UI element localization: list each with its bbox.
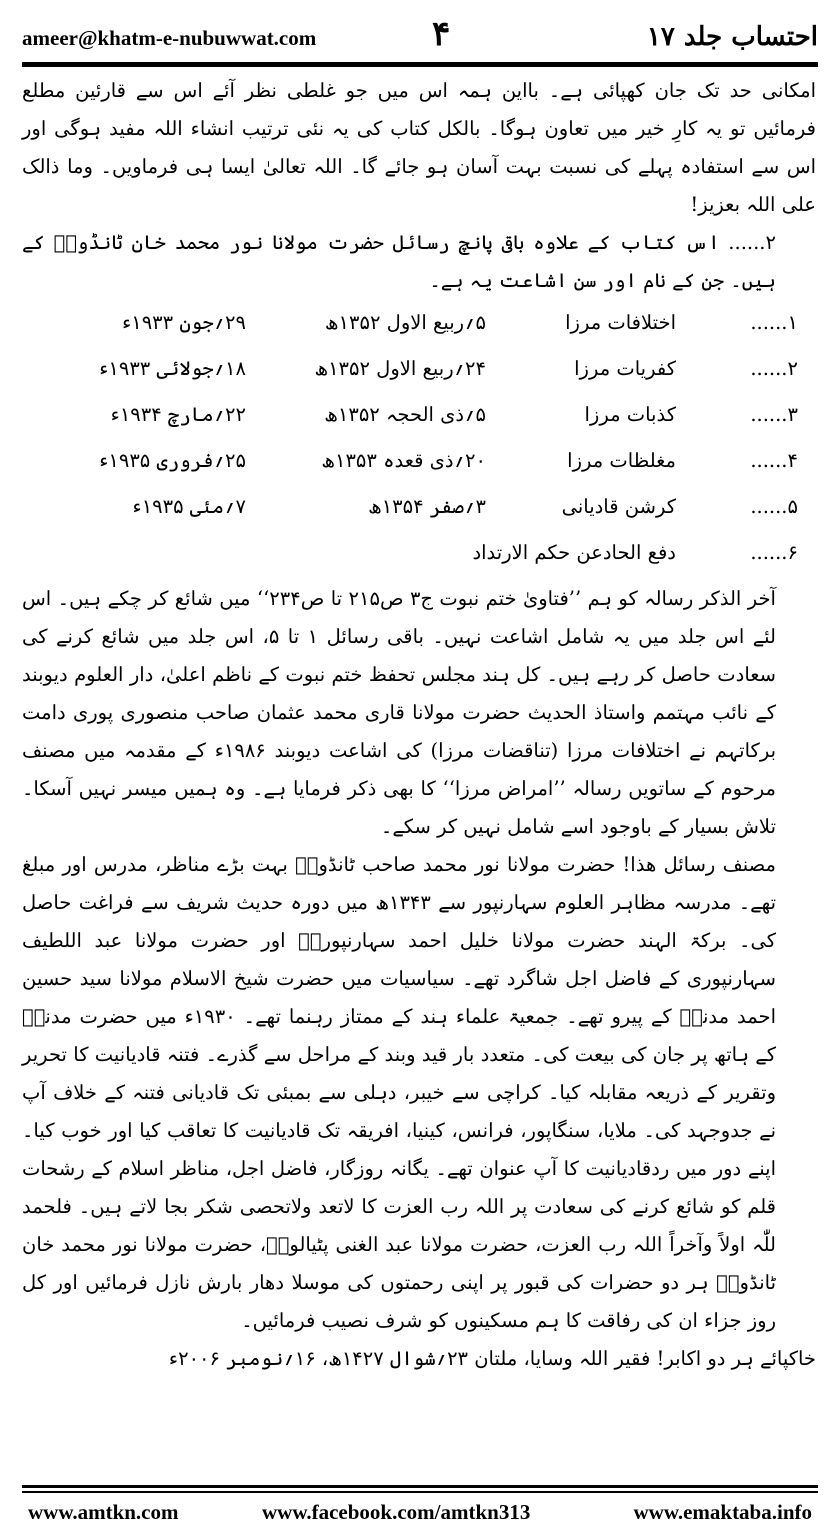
item-number: ۵...... xyxy=(750,495,798,518)
footer-link-facebook[interactable]: www.facebook.com/amtkn313 xyxy=(262,1500,531,1524)
footer-link-amtkn[interactable]: www.amtkn.com xyxy=(28,1500,179,1524)
item-title: مغلظات مرزا xyxy=(567,449,676,472)
item-hijri-date: ۲۴؍ربیع الاول ۱۳۵۲ھ xyxy=(314,357,486,380)
item-gregorian-date: ۷؍مئی ۱۹۳۵ء xyxy=(132,495,246,518)
item-gregorian-date: ۲۹؍جون ۱۹۳۳ء xyxy=(122,311,246,334)
header-email[interactable]: ameer@khatm-e-nubuwwat.com xyxy=(22,26,317,50)
table-row xyxy=(22,534,816,580)
item-title: کذبات مرزا xyxy=(584,403,676,426)
item-hijri-date: ۵؍ربیع الاول ۱۳۵۲ھ xyxy=(324,311,486,334)
paragraph-publication-note: آخر الذکر رسالہ کو ہم ’’فتاویٰ ختم نبوت ج۳ ص۲۱۵ تا ص۲۳۴‘‘ میں شائع کر چکے ہیں۔ اس لئے اس جلد میں یہ شامل اشاعت نہیں۔ باقی رسائل ۱ تا ۵، اس جلد میں شائع کرنے کی سعادت حاصل کر رہے ہیں۔ کل ہند مجلس تحفظ ختم نبوت کے ناظم اعلیٰ، دار العلوم دیوبند کے نائب مہتمم واستاذ الحدیث حضرت مولانا قاری محمد عثمان صاحب منصوری پوری دامت برکاتہم نے اختلافات مرزا (تناقضات مرزا) کی اشاعت دیوبند ۱۹۸۶ء کے مقدمہ میں مصنف مرحوم کے ساتویں رسالہ ’’امراض مرزا‘‘ کا بھی ذکر فرمایا ہے۔ وہ ہمیں میسر نہیں آسکا۔ تلاش بسیار کے باوجود اسے شامل نہیں کر سکے۔ xyxy=(22,587,777,838)
item-title: کفریات مرزا xyxy=(574,357,676,380)
table-row xyxy=(22,304,816,350)
signature-line: خاکپائے ہر دو اکابر! فقیر اللہ وسایا، ملتان ۲۳؍شوال ۱۴۲۷ھ، ۱۶؍نومبر ۲۰۰۶ء xyxy=(168,1347,816,1370)
item-gregorian-date: ۱۸؍جولائی ۱۹۳۳ء xyxy=(99,357,246,380)
header-rule xyxy=(22,62,818,67)
page-header xyxy=(22,14,818,66)
item-number: ۱...... xyxy=(750,311,798,334)
item-gregorian-date: ۲۵؍فروری ۱۹۳۵ء xyxy=(99,449,246,472)
table-row xyxy=(22,442,816,488)
item-hijri-date: ۳؍صفر ۱۳۵۴ھ xyxy=(368,495,486,518)
item-number: ۶...... xyxy=(750,541,798,564)
item-title: اختلافات مرزا xyxy=(565,311,676,334)
item-number: ۴...... xyxy=(750,449,798,472)
footer-link-emaktaba[interactable]: www.emaktaba.info xyxy=(633,1500,812,1524)
item-number: ۲...... xyxy=(750,357,798,380)
table-row xyxy=(22,396,816,442)
item-title: کرشن قادیانی xyxy=(561,495,676,518)
item-title: دفع الحادعن حکم الارتداد xyxy=(472,541,676,564)
footer-rule-thin xyxy=(22,1491,818,1493)
publications-table xyxy=(22,304,816,580)
table-row xyxy=(22,350,816,396)
page-footer xyxy=(22,1500,818,1532)
table-row xyxy=(22,488,816,534)
item-gregorian-date: ۲۲؍مارچ ۱۹۳۴ء xyxy=(110,403,246,426)
page-body xyxy=(22,72,816,1472)
item-number: ۳...... xyxy=(750,403,798,426)
footer-rule-thick xyxy=(22,1485,818,1488)
paragraph-intro: امکانی حد تک جان کھپائی ہے۔ بااین ہمہ اس میں جو غلطی نظر آئے اس سے قارئین مطلع فرمائیں تو یہ کارِ خیر میں تعاون ہوگا۔ بالکل کتاب کی یہ نئی ترتیب انشاء اللہ مفید ہوگی اور اس سے استفادہ پہلے کی نسبت بہت آسان ہو جائے گا۔ اللہ تعالیٰ ایسا ہی فرماویں۔ وما ذالک علی اللہ بعزیز! xyxy=(22,79,816,216)
item-hijri-date: ۲۰؍ذی قعدہ ۱۳۵۳ھ xyxy=(321,449,486,472)
page-number: ۴ xyxy=(432,14,451,54)
paragraph-list-intro: ۲...... اس کتاب کے علاوہ باقی پانچ رسائل حضرت مولانا نور محمد خان ٹانڈویؒ کے ہیں۔ جن کے نام اور سن اشاعت یہ ہے۔ xyxy=(22,231,776,292)
book-title: احتساب جلد ۱۷ xyxy=(646,22,818,52)
paragraph-author-bio: مصنف رسائل ھذا! حضرت مولانا نور محمد صاحب ٹانڈویؒ بہت بڑے مناظر، مدرس اور مبلغ تھے۔ مدرسہ مظاہر العلوم سہارنپور سے ۱۳۴۳ھ میں دورہ حدیث شریف سے فراغت حاصل کی۔ برکۃ الہند حضرت مولانا خلیل احمد سہارنپوریؒ اور حضرت مولانا عبد اللطیف سہارنپوری کے فاضل اجل شاگرد تھے۔ سیاسیات میں حضرت شیخ الاسلام مولانا سید حسین احمد مدنیؒ کے پیرو تھے۔ جمعیۃ علماء ہند کے ممتاز رہنما تھے۔ ۱۹۳۰ء میں حضرت مدنیؒ کے ہاتھ پر جان کی بیعت کی۔ متعدد بار قید وبند کے مراحل سے گذرے۔ فتنہ قادیانیت کا تحریر وتقریر کے ذریعہ مقابلہ کیا۔ کراچی سے خیبر، دہلی سے بمبئی تک قادیانی فتنہ کے خلاف آپ نے جدوجہد کی۔ ملایا، سنگاپور، فرانس، کینیا، افریقہ تک قادیانیت کا تعاقب کیا اور خوب کیا۔ اپنے دور میں ردقادیانیت کا آپ عنوان تھے۔ یگانہ روزگار، فاضل اجل، مناظر اسلام کے رشحات قلم کو شائع کرنے کی سعادت پر اللہ رب العزت کا لاتعد ولاتحصی شکر بجا لاتے ہیں۔ فلحمد للّٰہ اولاً وآخراً اللہ رب العزت، حضرت مولانا عبد الغنی پٹیالویؒ، حضرت مولانا نور محمد خان ٹانڈویؒ ہر دو حضرات کی قبور پر اپنی رحمتوں کی موسلا دھار بارش نازل فرمائیں اور کل روز جزاء ان کی رفاقت کا ہم مسکینوں کو شرف نصیب فرمائیں۔ xyxy=(22,853,776,1332)
item-hijri-date: ۵؍ذی الحجہ ۱۳۵۲ھ xyxy=(324,403,486,426)
